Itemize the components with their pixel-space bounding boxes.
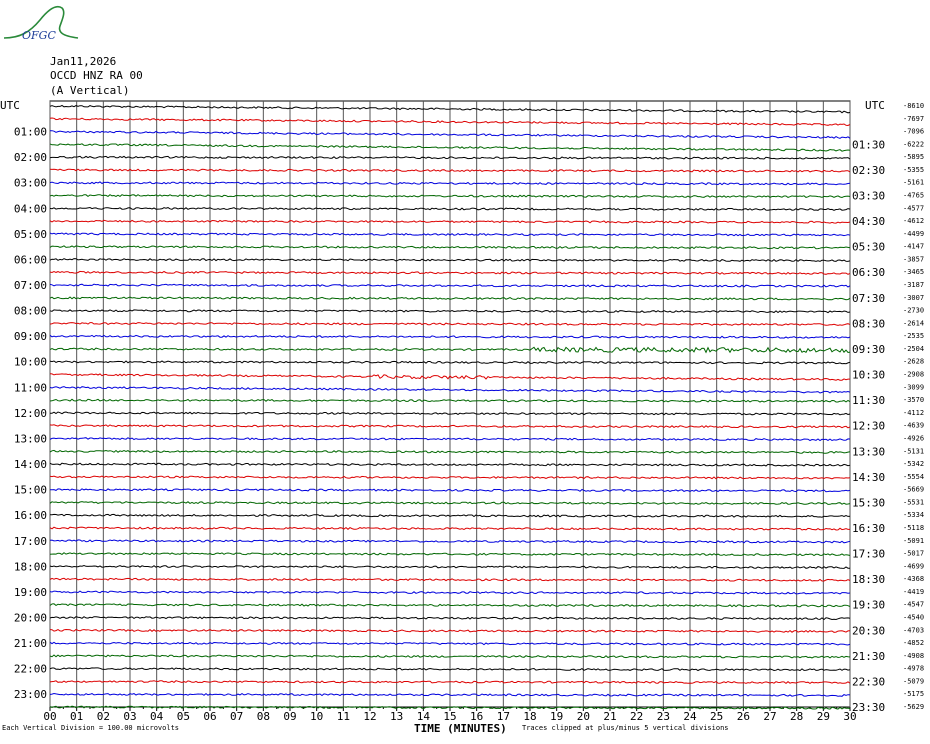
trace-offset-value: -4852 <box>903 639 925 648</box>
trace-offset-value: -4926 <box>903 434 925 443</box>
x-tick-label: 28 <box>790 710 804 723</box>
hour-label: 05:00 <box>13 227 47 241</box>
x-tick-label: 01 <box>70 710 84 723</box>
trace-offset-value: -4540 <box>903 613 925 622</box>
trace-offset-value: -3007 <box>903 293 925 302</box>
x-tick-label: 22 <box>630 710 644 723</box>
hour-label: 10:00 <box>13 355 47 369</box>
trace-offset-value: -2730 <box>903 306 925 315</box>
trace-offset-value: -3187 <box>903 281 925 290</box>
x-tick-label: 24 <box>683 710 697 723</box>
half-hour-label: 01:30 <box>852 138 886 152</box>
trace-offset-value: -4765 <box>903 191 925 200</box>
trace-offset-value: -5175 <box>903 690 925 699</box>
trace-offset-value: -8610 <box>903 102 925 110</box>
half-hour-label: 09:30 <box>852 342 886 356</box>
x-tick-label: 17 <box>496 710 510 723</box>
trace-offset-value: -5334 <box>903 511 925 520</box>
hour-label: 20:00 <box>13 611 47 625</box>
trace-offset-value: -2504 <box>903 344 925 353</box>
x-tick-label: 26 <box>736 710 750 723</box>
hour-label: 01:00 <box>13 125 47 139</box>
trace-offset-value: -4547 <box>903 600 925 609</box>
trace-offset-value: -3857 <box>903 255 925 264</box>
x-tick-label: 00 <box>43 710 57 723</box>
trace-offset-value: -4577 <box>903 204 925 213</box>
half-hour-label: 23:30 <box>852 701 886 714</box>
hour-label: 23:00 <box>13 688 47 702</box>
trace-offset-value: -7697 <box>903 114 925 123</box>
trace-offset-value: -5554 <box>903 472 925 481</box>
trace-offset-value: -4978 <box>903 664 925 673</box>
hour-label: 15:00 <box>13 483 47 497</box>
x-tick-label: 25 <box>710 710 724 723</box>
trace-offset-value: -2628 <box>903 357 925 366</box>
x-tick-label: 29 <box>816 710 830 723</box>
half-hour-label: 13:30 <box>852 445 886 459</box>
half-hour-label: 19:30 <box>852 598 886 612</box>
trace-offset-value: -5161 <box>903 178 925 187</box>
half-hour-label: 14:30 <box>852 470 886 484</box>
trace-offset-value: -4368 <box>903 575 925 584</box>
x-tick-label: 13 <box>390 710 404 723</box>
utc-label-left: UTC <box>0 99 20 112</box>
hour-label: 18:00 <box>13 560 47 574</box>
svg-text:OFGC: OFGC <box>22 29 56 42</box>
x-tick-label: 20 <box>576 710 590 723</box>
half-hour-label: 20:30 <box>852 624 886 638</box>
x-tick-label: 06 <box>203 710 217 723</box>
x-tick-label: 03 <box>123 710 137 723</box>
hour-label: 12:00 <box>13 406 47 420</box>
half-hour-label: 21:30 <box>852 649 886 663</box>
trace-offset-value: -2908 <box>903 370 925 379</box>
chart-date: Jan11,2026 <box>50 55 117 68</box>
half-hour-label: 05:30 <box>852 240 886 254</box>
half-hour-label: 08:30 <box>852 317 886 331</box>
hour-label: 11:00 <box>13 381 47 395</box>
trace-offset-value: -5079 <box>903 677 925 686</box>
x-axis-title: TIME (MINUTES) <box>414 722 507 735</box>
trace-offset-value: -3465 <box>903 268 925 277</box>
x-tick-label: 16 <box>470 710 484 723</box>
hour-label: 08:00 <box>13 304 47 318</box>
trace-offset-value: -6222 <box>903 140 925 149</box>
hour-label: 21:00 <box>13 637 47 651</box>
trace-offset-value: -5895 <box>903 153 925 162</box>
x-tick-label: 21 <box>603 710 617 723</box>
half-hour-label: 11:30 <box>852 394 886 408</box>
clip-note: Traces clipped at plus/minus 5 vertical divisions <box>522 724 729 732</box>
x-tick-label: 07 <box>230 710 244 723</box>
trace-offset-value: -4703 <box>903 626 925 635</box>
hour-label: 03:00 <box>13 176 47 190</box>
hour-label: 16:00 <box>13 509 47 523</box>
trace-offset-value: -3570 <box>903 396 925 405</box>
trace-offset-value: -2614 <box>903 319 925 328</box>
trace-offset-value: -5669 <box>903 485 925 494</box>
hour-label: 14:00 <box>13 458 47 472</box>
half-hour-label: 17:30 <box>852 547 886 561</box>
x-tick-label: 30 <box>843 710 857 723</box>
half-hour-label: 03:30 <box>852 189 886 203</box>
trace-offset-value: -3099 <box>903 383 925 392</box>
trace-offset-value: -4112 <box>903 408 925 417</box>
hour-label: 07:00 <box>13 279 47 293</box>
trace-offset-value: -4147 <box>903 242 925 251</box>
x-tick-label: 09 <box>283 710 297 723</box>
x-tick-label: 10 <box>310 710 324 723</box>
x-tick-label: 23 <box>656 710 670 723</box>
trace-offset-value: -5118 <box>903 523 925 532</box>
x-tick-label: 19 <box>550 710 564 723</box>
trace-offset-value: -4499 <box>903 229 925 238</box>
x-tick-label: 14 <box>416 710 430 723</box>
trace-offset-value: -4699 <box>903 562 925 571</box>
hour-label: 13:00 <box>13 432 47 446</box>
hour-label: 04:00 <box>13 202 47 216</box>
hour-label: 19:00 <box>13 585 47 599</box>
trace-offset-value: -5131 <box>903 447 925 456</box>
trace-offset-value: -4612 <box>903 217 925 226</box>
x-tick-label: 18 <box>523 710 537 723</box>
x-tick-label: 04 <box>150 710 164 723</box>
trace-offset-value: -4419 <box>903 587 925 596</box>
half-hour-label: 22:30 <box>852 675 886 689</box>
half-hour-label: 18:30 <box>852 573 886 587</box>
half-hour-label: 07:30 <box>852 291 886 305</box>
hour-label: 09:00 <box>13 330 47 344</box>
half-hour-label: 02:30 <box>852 163 886 177</box>
trace-offset-value: -4639 <box>903 421 925 430</box>
trace-offset-value: -5629 <box>903 703 925 711</box>
trace-offset-value: -5531 <box>903 498 925 507</box>
trace-offset-value: -7096 <box>903 127 925 136</box>
x-tick-label: 11 <box>336 710 350 723</box>
trace-offset-value: -5355 <box>903 165 925 174</box>
scale-note: Each Vertical Division = 100.00 microvolts <box>2 724 180 732</box>
trace-offset-value: -2535 <box>903 332 925 341</box>
half-hour-label: 16:30 <box>852 521 886 535</box>
half-hour-label: 10:30 <box>852 368 886 382</box>
trace-offset-value: -4908 <box>903 651 925 660</box>
trace-offset-value: -5342 <box>903 460 925 469</box>
trace-offset-value: -5017 <box>903 549 925 558</box>
trace-offset-value: -5091 <box>903 536 925 545</box>
hour-label: 02:00 <box>13 151 47 165</box>
utc-label-right: UTC <box>865 99 885 112</box>
component-label: (A Vertical) <box>50 84 130 97</box>
half-hour-label: 15:30 <box>852 496 886 510</box>
half-hour-label: 12:30 <box>852 419 886 433</box>
x-tick-label: 02 <box>96 710 110 723</box>
half-hour-label: 04:30 <box>852 215 886 229</box>
station-code: OCCD HNZ RA 00 <box>50 69 143 82</box>
hour-label: 22:00 <box>13 662 47 676</box>
x-tick-label: 08 <box>256 710 270 723</box>
x-tick-label: 05 <box>176 710 190 723</box>
x-tick-label: 12 <box>363 710 377 723</box>
x-tick-label: 15 <box>443 710 457 723</box>
hour-label: 06:00 <box>13 253 47 267</box>
x-tick-label: 27 <box>763 710 777 723</box>
hour-label: 17:00 <box>13 534 47 548</box>
half-hour-label: 06:30 <box>852 266 886 280</box>
